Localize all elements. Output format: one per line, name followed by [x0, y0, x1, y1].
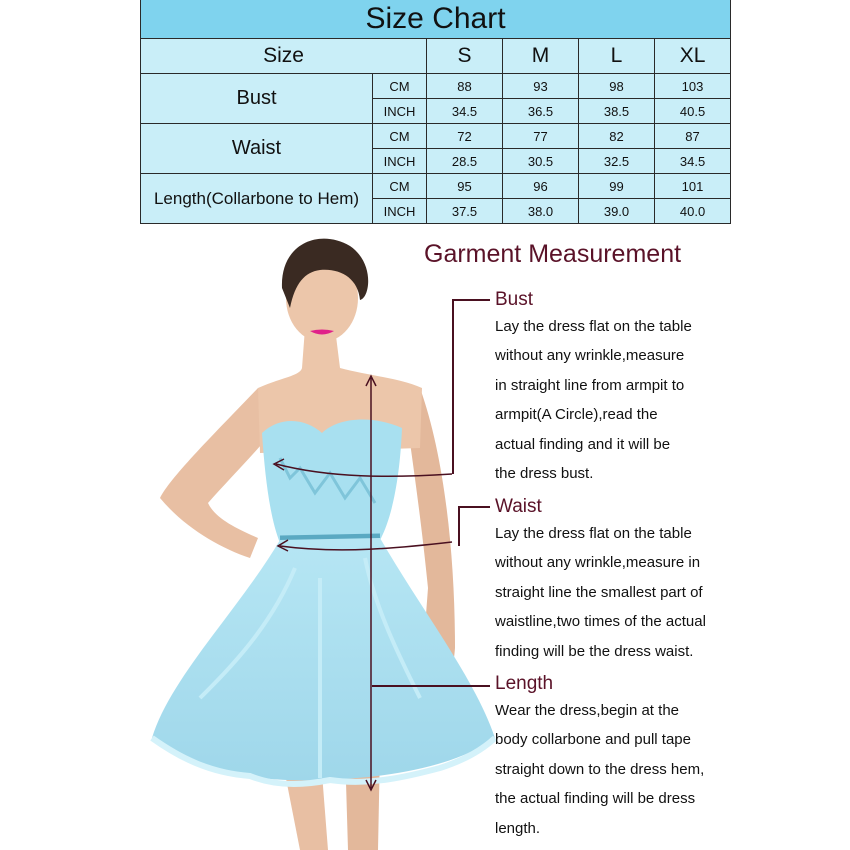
unit-label: INCH [373, 149, 427, 174]
bust-heading: Bust [495, 289, 534, 310]
value-cell: 98 [579, 74, 655, 99]
instruction-line: without any wrinkle,measure in [495, 554, 701, 572]
table-row [141, 174, 731, 199]
measure-label-waist: Waist [141, 124, 373, 174]
value-cell: 40.0 [655, 199, 731, 224]
instruction-line: Lay the dress flat on the table [495, 525, 692, 542]
size-column-header: S [427, 39, 503, 74]
value-cell: 82 [579, 124, 655, 149]
value-cell: 93 [503, 74, 579, 99]
bust-guide-horizontal [452, 299, 490, 301]
waist-guide-horizontal [458, 506, 490, 508]
value-cell: 34.5 [655, 149, 731, 174]
length-guide-horizontal [372, 685, 490, 687]
unit-label: INCH [373, 99, 427, 124]
size-column-header: XL [655, 39, 731, 74]
instruction-line: finding will be the dress waist. [495, 642, 694, 660]
instruction-line: straight line the smallest part of [495, 583, 703, 601]
unit-label: CM [373, 124, 427, 149]
value-cell: 38.0 [503, 199, 579, 224]
length-heading: Length [495, 673, 554, 694]
instruction-line: straight down to the dress hem, [495, 760, 705, 778]
instruction-line: length. [495, 819, 541, 837]
instruction-line: the actual finding will be dress [495, 790, 696, 808]
measure-label-bust: Bust [141, 74, 373, 124]
size-chart-table [140, 0, 731, 224]
unit-label: CM [373, 74, 427, 99]
table-row [141, 124, 731, 149]
waist-guide-vertical [458, 506, 460, 546]
unit-label: CM [373, 174, 427, 199]
length-instructions [495, 696, 840, 843]
waist-heading: Waist [495, 496, 542, 517]
value-cell: 36.5 [503, 99, 579, 124]
bust-guide-vertical [452, 299, 454, 474]
value-cell: 72 [427, 124, 503, 149]
instruction-line: Wear the dress,begin at the [495, 702, 679, 719]
waist-instructions [495, 519, 840, 666]
instruction-line: the dress bust. [495, 465, 594, 483]
measure-label-length: Length(Collarbone to Hem) [141, 174, 373, 224]
instruction-line: armpit(A Circle),read the [495, 406, 658, 424]
size-column-header: M [503, 39, 579, 74]
value-cell: 37.5 [427, 199, 503, 224]
instruction-line: body collarbone and pull tape [495, 731, 691, 749]
garment-measurement-title: Garment Measurement [424, 240, 682, 268]
instruction-line: Lay the dress flat on the table [495, 318, 692, 335]
table-row [141, 74, 731, 99]
value-cell: 77 [503, 124, 579, 149]
value-cell: 28.5 [427, 149, 503, 174]
value-cell: 88 [427, 74, 503, 99]
value-cell: 103 [655, 74, 731, 99]
value-cell: 32.5 [579, 149, 655, 174]
size-column-header: L [579, 39, 655, 74]
size-header-cell: Size [141, 39, 427, 74]
value-cell: 38.5 [579, 99, 655, 124]
instruction-line: without any wrinkle,measure [495, 347, 685, 365]
value-cell: 39.0 [579, 199, 655, 224]
value-cell: 40.5 [655, 99, 731, 124]
value-cell: 99 [579, 174, 655, 199]
instruction-line: waistline,two times of the actual [495, 613, 706, 631]
value-cell: 87 [655, 124, 731, 149]
value-cell: 34.5 [427, 99, 503, 124]
size-chart-title: Size Chart [141, 0, 731, 39]
instruction-line: actual finding and it will be [495, 435, 671, 453]
instruction-line: in straight line from armpit to [495, 376, 685, 394]
value-cell: 95 [427, 174, 503, 199]
value-cell: 96 [503, 174, 579, 199]
unit-label: INCH [373, 199, 427, 224]
value-cell: 101 [655, 174, 731, 199]
bust-instructions [495, 312, 840, 488]
value-cell: 30.5 [503, 149, 579, 174]
